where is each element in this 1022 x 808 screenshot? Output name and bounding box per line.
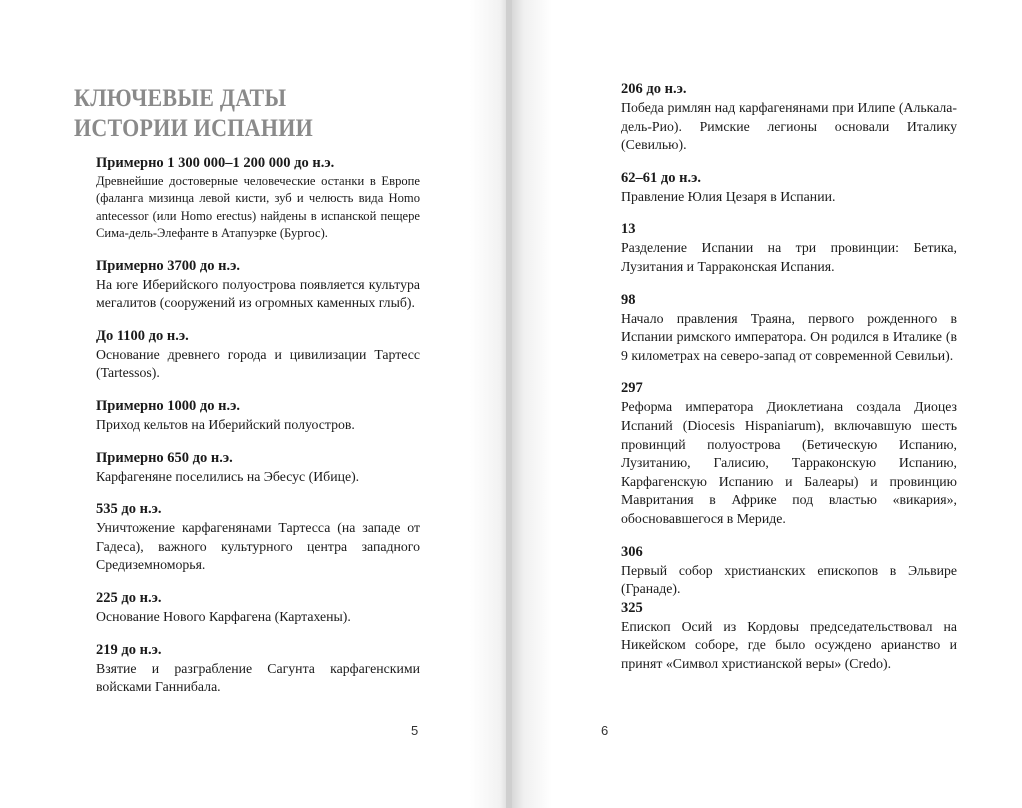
timeline-entry xyxy=(621,291,957,366)
page-number: 5 xyxy=(411,723,419,738)
entry-text: Реформа императора Диоклетиана создала Диоцез Испаний (Diocesis Hispaniarum), включавшую шесть провинций полуострова (Бетическую Испанию, Лузитанию, Галисию, Тарраконскую Испанию, Карфагенскую Испанию и Балеары) и провинцию Мавритания в Африке под властью «викария», обосновавшегося в Мериде. xyxy=(621,399,957,526)
timeline-entry xyxy=(621,379,957,528)
entry-date: Примерно 3700 до н.э. xyxy=(96,257,241,274)
entry-date: Примерно 1000 до н.э. xyxy=(96,398,241,414)
entry-date: 297 xyxy=(621,380,643,397)
entry-text: Епископ Осий из Кордовы председательствовал на Никейском соборе, где было осуждено арианство и принят «Символ христианской веры» (Credo). xyxy=(621,618,957,671)
entry-text: Первый собор христианских епископов в Эльвире (Гранаде). xyxy=(621,562,957,597)
entry-text: Приход кельтов на Иберийский полуостров. xyxy=(96,417,355,432)
entry-text: Основание Нового Карфагена (Картахены). xyxy=(96,608,351,624)
entry-date: 306 xyxy=(621,543,643,560)
entry-text: Начало правления Траяна, первого рожденного в Испании римского императора. Он родился в Италике (в 9 километрах на северо-запад от современной Севильи). xyxy=(621,310,957,363)
timeline-entry xyxy=(621,220,957,276)
entry-text: На юге Иберийского полуострова появляется культура мегалитов (сооружений из огромных каменных глыб). xyxy=(96,276,420,311)
entry-date: 98 xyxy=(621,291,636,308)
entry-text: Правление Юлия Цезаря в Испании. xyxy=(621,188,836,204)
timeline-entry xyxy=(621,599,957,674)
timeline-entry xyxy=(96,154,420,243)
entry-date: 535 до н.э. xyxy=(96,501,162,518)
entry-date: Примерно 1 300 000–1 200 000 до н.э. xyxy=(96,155,335,171)
left-timeline xyxy=(96,154,420,711)
entry-text: Взятие и разграбление Сагунта карфагенскими войсками Ганнибала. xyxy=(96,660,420,695)
timeline-entry xyxy=(621,543,957,599)
entry-date: До 1100 до н.э. xyxy=(96,327,189,344)
timeline-entry xyxy=(96,327,420,383)
entry-date: 219 до н.э. xyxy=(96,641,162,658)
title-line-2: ИСТОРИИ ИСПАНИИ xyxy=(74,115,313,142)
entry-date: 206 до н.э. xyxy=(621,81,687,97)
entry-date: 62–61 до н.э. xyxy=(621,169,701,186)
page-number: 6 xyxy=(601,723,609,738)
timeline-entry xyxy=(96,641,420,697)
title-line-1: КЛЮЧЕВЫЕ ДАТЫ xyxy=(74,85,287,112)
timeline-entry xyxy=(96,500,420,575)
right-page xyxy=(512,0,1022,808)
timeline-entry xyxy=(96,449,420,487)
entry-date: 325 xyxy=(621,599,643,616)
timeline-entry xyxy=(96,397,420,435)
timeline-entry xyxy=(96,589,420,627)
entry-date: 225 до н.э. xyxy=(96,589,162,606)
entry-text: Уничтожение карфагенянами Тартесса (на западе от Гадеса), важного культурного центра западного Средиземноморья. xyxy=(96,520,420,573)
entry-date: Примерно 650 до н.э. xyxy=(96,449,233,466)
timeline-entry xyxy=(96,257,420,313)
timeline-entry xyxy=(621,80,957,155)
entry-text: Разделение Испании на три провинции: Бетика, Лузитания и Тарраконская Испания. xyxy=(621,240,957,274)
entry-text: Основание древнего города и цивилизации Тартесс (Tartessos). xyxy=(96,346,420,381)
entry-text: Древнейшие достоверные человеческие останки в Европе (фаланга мизинца левой кисти, зуб и челюсть вида Homo antecessor (или Homo erectus) найдены в испанской пещере Сима-дель-Элефанте в Атапуэрке (Бургос). xyxy=(96,174,420,241)
right-timeline xyxy=(621,80,957,687)
left-page xyxy=(0,0,508,808)
entry-text: Карфагеняне поселились на Эбесус (Ибице). xyxy=(96,468,360,484)
entry-text: Победа римлян над карфагенянами при Илипе (Алькала-дель-Рио). Римские легионы основали Италику (Севилью). xyxy=(621,100,957,153)
page-title xyxy=(74,84,313,144)
entry-date: 13 xyxy=(621,221,636,238)
timeline-entry xyxy=(621,169,957,207)
